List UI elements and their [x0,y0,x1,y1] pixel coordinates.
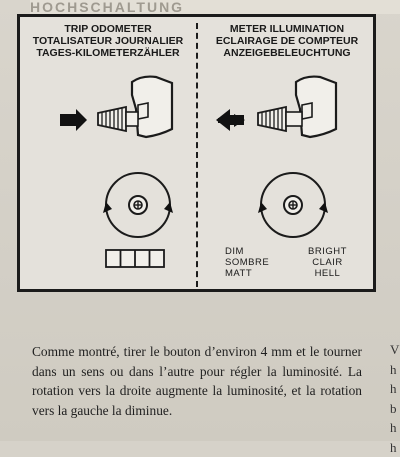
push-arrow-icon [60,109,87,131]
knob-icon [258,107,302,131]
illum-knob-illustration [216,77,336,137]
bleed-through-header: HOCHSCHALTUNG [30,0,400,14]
dim-label-fr: SOMBRE [225,257,269,268]
trip-heading-line-3: TAGES-KILOMETERZÄHLER [20,47,196,59]
illum-heading-line-2: ECLAIRAGE DE COMPTEUR [199,35,375,47]
trip-rotation-dial [103,173,173,237]
next-column-fragment [390,340,400,457]
edge-letter: h [390,438,400,457]
bright-label-de: HELL [308,268,347,279]
illum-heading-line-3: ANZEIGEBELEUCHTUNG [199,47,375,59]
dim-label-en: DIM [225,246,269,257]
dim-label [225,246,269,279]
trip-heading-line-2: TOTALISATEUR JOURNALIER [20,35,196,47]
edge-letter: h [390,360,400,380]
edge-letter: h [390,418,400,438]
reset-digits-icon [106,250,164,267]
illustration-panel [17,14,376,292]
trip-knob-illustration [60,77,172,137]
edge-letter: b [390,399,400,419]
illum-heading-line-1: METER ILLUMINATION [199,23,375,35]
dim-label-de: MATT [225,268,269,279]
rotation-dial-icon [284,196,302,214]
bright-label [308,246,347,279]
illum-rotation-dial [258,173,328,237]
instruction-text: Comme montré, tirer le bouton d’environ 4 mm et le tourner dans un sens ou dans l’autre pour régler la luminosité. La rotation vers la droite augmente la luminosité, et la rotation vers la gauche la diminue. [32,342,362,420]
instruction-paragraph [32,342,362,420]
pull-arrow-icon [216,109,245,131]
edge-letter: V [390,340,400,360]
bright-label-en: BRIGHT [308,246,347,257]
rotation-dial-icon [129,196,147,214]
edge-letter: h [390,379,400,399]
trip-heading-line-1: TRIP ODOMETER [20,23,196,35]
bright-label-fr: CLAIR [308,257,347,268]
knob-icon [98,107,138,131]
